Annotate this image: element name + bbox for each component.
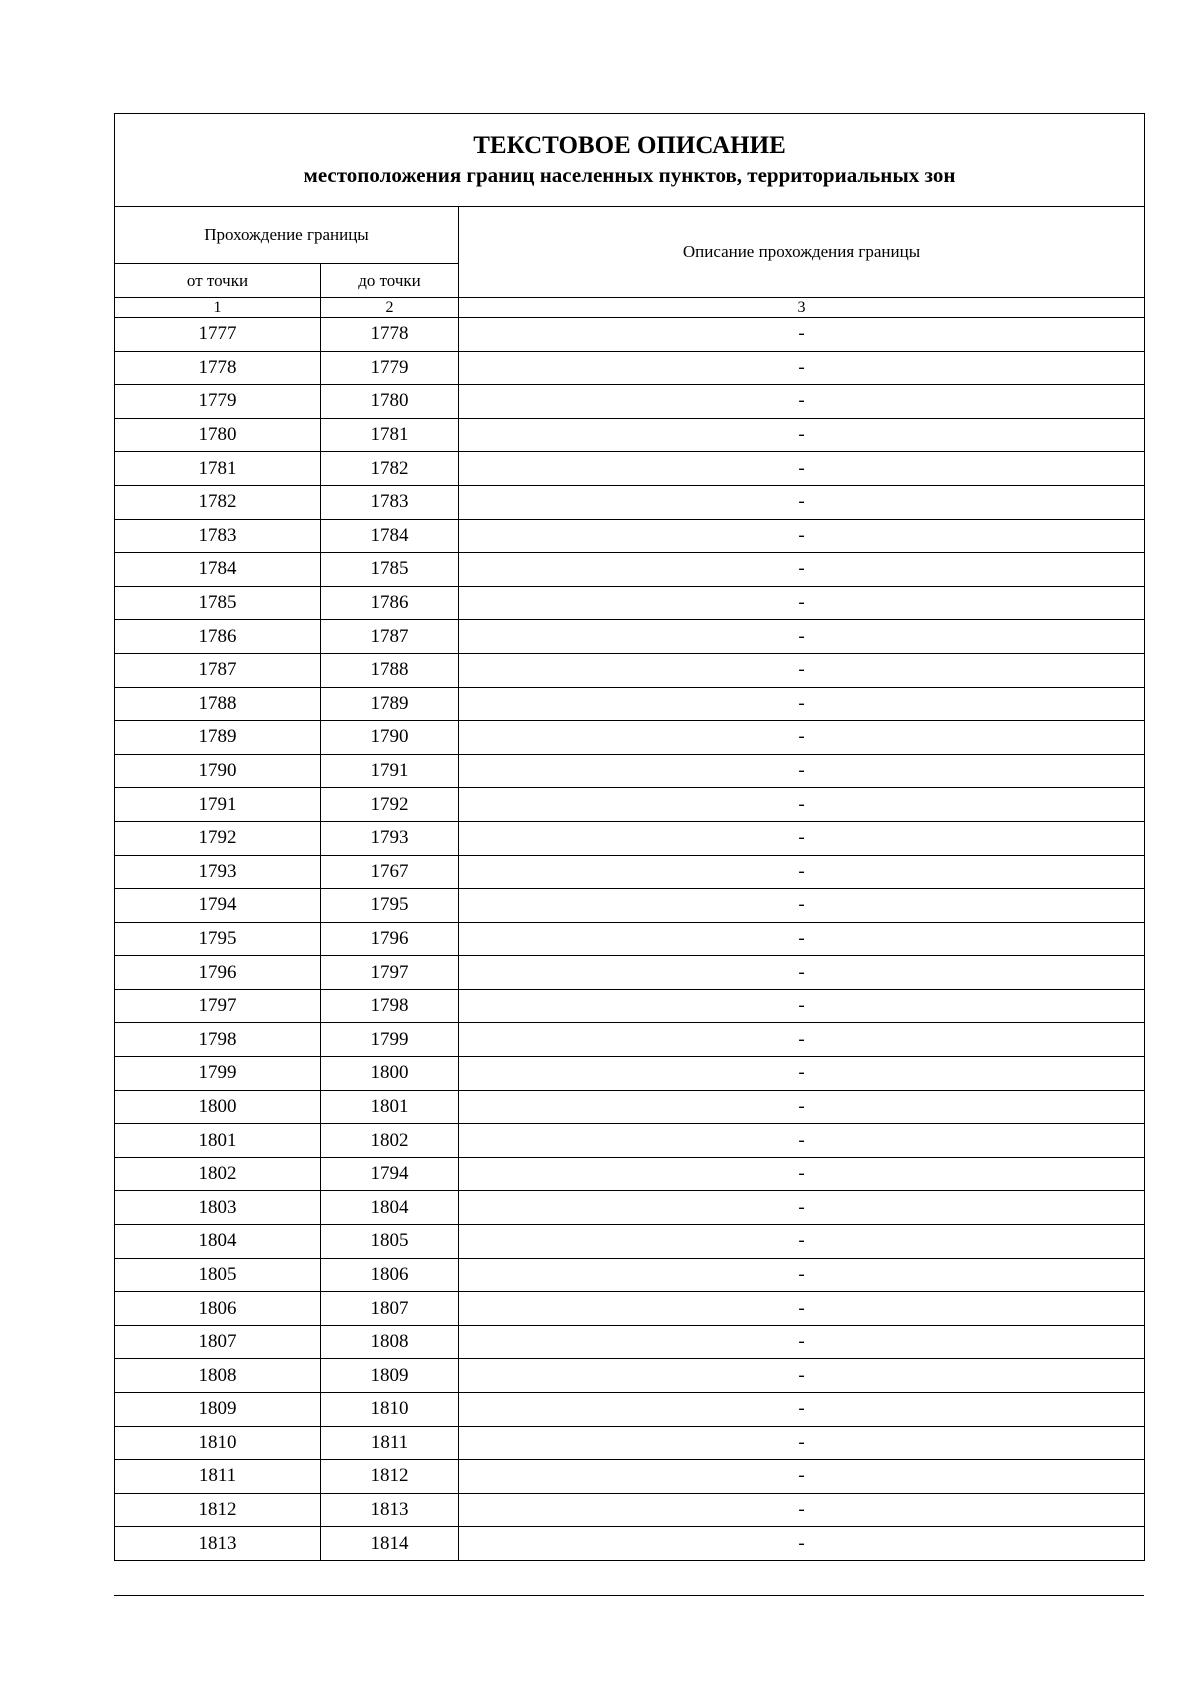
cell-description: - bbox=[459, 519, 1145, 553]
cell-from-point: 1806 bbox=[115, 1292, 321, 1326]
cell-to-point: 1779 bbox=[321, 351, 459, 385]
cell-to-point: 1783 bbox=[321, 485, 459, 519]
cell-to-point: 1767 bbox=[321, 855, 459, 889]
cell-description: - bbox=[459, 1157, 1145, 1191]
cell-from-point: 1784 bbox=[115, 553, 321, 587]
header-col-number-3: 3 bbox=[459, 298, 1145, 318]
cell-description: - bbox=[459, 1359, 1145, 1393]
cell-description: - bbox=[459, 620, 1145, 654]
cell-description: - bbox=[459, 318, 1145, 352]
table-row bbox=[115, 1258, 1145, 1292]
cell-from-point: 1797 bbox=[115, 989, 321, 1023]
table-body bbox=[115, 318, 1145, 1561]
cell-to-point: 1794 bbox=[321, 1157, 459, 1191]
cell-description: - bbox=[459, 956, 1145, 990]
table-row bbox=[115, 553, 1145, 587]
cell-description: - bbox=[459, 1325, 1145, 1359]
cell-to-point: 1792 bbox=[321, 788, 459, 822]
cell-from-point: 1789 bbox=[115, 721, 321, 755]
cell-description: - bbox=[459, 1493, 1145, 1527]
table-row bbox=[115, 318, 1145, 352]
cell-from-point: 1791 bbox=[115, 788, 321, 822]
table-row bbox=[115, 620, 1145, 654]
cell-from-point: 1781 bbox=[115, 452, 321, 486]
header-from-point: от точки bbox=[115, 264, 321, 298]
cell-to-point: 1813 bbox=[321, 1493, 459, 1527]
cell-from-point: 1811 bbox=[115, 1460, 321, 1494]
table-row bbox=[115, 1426, 1145, 1460]
cell-from-point: 1788 bbox=[115, 687, 321, 721]
cell-to-point: 1778 bbox=[321, 318, 459, 352]
cell-to-point: 1788 bbox=[321, 653, 459, 687]
cell-from-point: 1813 bbox=[115, 1527, 321, 1561]
cell-to-point: 1796 bbox=[321, 922, 459, 956]
cell-from-point: 1786 bbox=[115, 620, 321, 654]
cell-description: - bbox=[459, 721, 1145, 755]
cell-description: - bbox=[459, 1258, 1145, 1292]
table-row bbox=[115, 922, 1145, 956]
cell-from-point: 1803 bbox=[115, 1191, 321, 1225]
cell-to-point: 1810 bbox=[321, 1393, 459, 1427]
cell-to-point: 1787 bbox=[321, 620, 459, 654]
cell-description: - bbox=[459, 922, 1145, 956]
cell-description: - bbox=[459, 889, 1145, 923]
cell-to-point: 1781 bbox=[321, 418, 459, 452]
cell-from-point: 1782 bbox=[115, 485, 321, 519]
cell-description: - bbox=[459, 351, 1145, 385]
cell-from-point: 1777 bbox=[115, 318, 321, 352]
header-col-number-1: 1 bbox=[115, 298, 321, 318]
header-boundary-passage: Прохождение границы bbox=[115, 207, 459, 264]
table-row bbox=[115, 855, 1145, 889]
cell-to-point: 1804 bbox=[321, 1191, 459, 1225]
cell-to-point: 1786 bbox=[321, 586, 459, 620]
table-row bbox=[115, 956, 1145, 990]
boundary-description-table bbox=[114, 113, 1145, 1561]
cell-description: - bbox=[459, 586, 1145, 620]
table-row bbox=[115, 989, 1145, 1023]
cell-from-point: 1807 bbox=[115, 1325, 321, 1359]
cell-to-point: 1808 bbox=[321, 1325, 459, 1359]
cell-to-point: 1812 bbox=[321, 1460, 459, 1494]
cell-to-point: 1795 bbox=[321, 889, 459, 923]
table-row bbox=[115, 1292, 1145, 1326]
cell-to-point: 1806 bbox=[321, 1258, 459, 1292]
table-row bbox=[115, 1225, 1145, 1259]
cell-description: - bbox=[459, 418, 1145, 452]
cell-to-point: 1800 bbox=[321, 1057, 459, 1091]
table-row bbox=[115, 519, 1145, 553]
cell-description: - bbox=[459, 821, 1145, 855]
cell-from-point: 1783 bbox=[115, 519, 321, 553]
cell-from-point: 1792 bbox=[115, 821, 321, 855]
cell-description: - bbox=[459, 788, 1145, 822]
header-description: Описание прохождения границы bbox=[459, 207, 1145, 298]
title-cell bbox=[115, 114, 1145, 207]
table-row bbox=[115, 418, 1145, 452]
table-row bbox=[115, 687, 1145, 721]
cell-to-point: 1811 bbox=[321, 1426, 459, 1460]
cell-description: - bbox=[459, 1460, 1145, 1494]
cell-description: - bbox=[459, 653, 1145, 687]
cell-description: - bbox=[459, 385, 1145, 419]
cell-from-point: 1787 bbox=[115, 653, 321, 687]
table-row bbox=[115, 653, 1145, 687]
document-subtitle: местоположения границ населенных пунктов, территориальных зон bbox=[303, 163, 956, 187]
table-row bbox=[115, 1460, 1145, 1494]
cell-to-point: 1814 bbox=[321, 1527, 459, 1561]
cell-description: - bbox=[459, 754, 1145, 788]
cell-description: - bbox=[459, 1292, 1145, 1326]
cell-to-point: 1793 bbox=[321, 821, 459, 855]
cell-from-point: 1805 bbox=[115, 1258, 321, 1292]
cell-description: - bbox=[459, 687, 1145, 721]
cell-description: - bbox=[459, 1057, 1145, 1091]
table-row bbox=[115, 1325, 1145, 1359]
table-row bbox=[115, 485, 1145, 519]
cell-description: - bbox=[459, 553, 1145, 587]
cell-from-point: 1793 bbox=[115, 855, 321, 889]
table-row bbox=[115, 1090, 1145, 1124]
cell-to-point: 1785 bbox=[321, 553, 459, 587]
cell-to-point: 1789 bbox=[321, 687, 459, 721]
cell-to-point: 1790 bbox=[321, 721, 459, 755]
cell-description: - bbox=[459, 1090, 1145, 1124]
cell-description: - bbox=[459, 485, 1145, 519]
table-row bbox=[115, 821, 1145, 855]
cell-description: - bbox=[459, 1023, 1145, 1057]
cell-description: - bbox=[459, 855, 1145, 889]
cell-description: - bbox=[459, 1225, 1145, 1259]
cell-description: - bbox=[459, 452, 1145, 486]
cell-from-point: 1798 bbox=[115, 1023, 321, 1057]
cell-description: - bbox=[459, 1124, 1145, 1158]
cell-from-point: 1794 bbox=[115, 889, 321, 923]
table-row bbox=[115, 721, 1145, 755]
table-row bbox=[115, 1124, 1145, 1158]
cell-description: - bbox=[459, 989, 1145, 1023]
cell-from-point: 1780 bbox=[115, 418, 321, 452]
table-row bbox=[115, 1527, 1145, 1561]
cell-to-point: 1784 bbox=[321, 519, 459, 553]
header-to-point: до точки bbox=[321, 264, 459, 298]
cell-description: - bbox=[459, 1393, 1145, 1427]
table-row bbox=[115, 385, 1145, 419]
header-col-number-2: 2 bbox=[321, 298, 459, 318]
document-title: ТЕКСТОВОЕ ОПИСАНИЕ bbox=[473, 132, 786, 159]
table-header bbox=[115, 114, 1145, 318]
cell-from-point: 1790 bbox=[115, 754, 321, 788]
table-row bbox=[115, 1023, 1145, 1057]
cell-from-point: 1801 bbox=[115, 1124, 321, 1158]
table-row bbox=[115, 889, 1145, 923]
cell-to-point: 1791 bbox=[321, 754, 459, 788]
table-row bbox=[115, 1493, 1145, 1527]
table-row bbox=[115, 1393, 1145, 1427]
cell-to-point: 1797 bbox=[321, 956, 459, 990]
cell-description: - bbox=[459, 1191, 1145, 1225]
cell-from-point: 1785 bbox=[115, 586, 321, 620]
cell-description: - bbox=[459, 1527, 1145, 1561]
cell-to-point: 1809 bbox=[321, 1359, 459, 1393]
cell-from-point: 1810 bbox=[115, 1426, 321, 1460]
cell-from-point: 1809 bbox=[115, 1393, 321, 1427]
table-row bbox=[115, 452, 1145, 486]
cell-from-point: 1779 bbox=[115, 385, 321, 419]
cell-from-point: 1800 bbox=[115, 1090, 321, 1124]
cell-from-point: 1799 bbox=[115, 1057, 321, 1091]
cell-to-point: 1801 bbox=[321, 1090, 459, 1124]
cell-from-point: 1778 bbox=[115, 351, 321, 385]
cell-from-point: 1804 bbox=[115, 1225, 321, 1259]
table-row bbox=[115, 1359, 1145, 1393]
cell-to-point: 1798 bbox=[321, 989, 459, 1023]
cell-to-point: 1799 bbox=[321, 1023, 459, 1057]
cell-from-point: 1802 bbox=[115, 1157, 321, 1191]
cell-from-point: 1812 bbox=[115, 1493, 321, 1527]
table-row bbox=[115, 351, 1145, 385]
table-row bbox=[115, 586, 1145, 620]
cell-to-point: 1780 bbox=[321, 385, 459, 419]
table-row bbox=[115, 754, 1145, 788]
cell-from-point: 1796 bbox=[115, 956, 321, 990]
cell-to-point: 1802 bbox=[321, 1124, 459, 1158]
table-row bbox=[115, 788, 1145, 822]
table-row bbox=[115, 1057, 1145, 1091]
cell-to-point: 1805 bbox=[321, 1225, 459, 1259]
bottom-border-line bbox=[114, 1595, 1144, 1596]
cell-to-point: 1807 bbox=[321, 1292, 459, 1326]
cell-from-point: 1808 bbox=[115, 1359, 321, 1393]
cell-description: - bbox=[459, 1426, 1145, 1460]
cell-to-point: 1782 bbox=[321, 452, 459, 486]
table-row bbox=[115, 1157, 1145, 1191]
table-row bbox=[115, 1191, 1145, 1225]
cell-from-point: 1795 bbox=[115, 922, 321, 956]
